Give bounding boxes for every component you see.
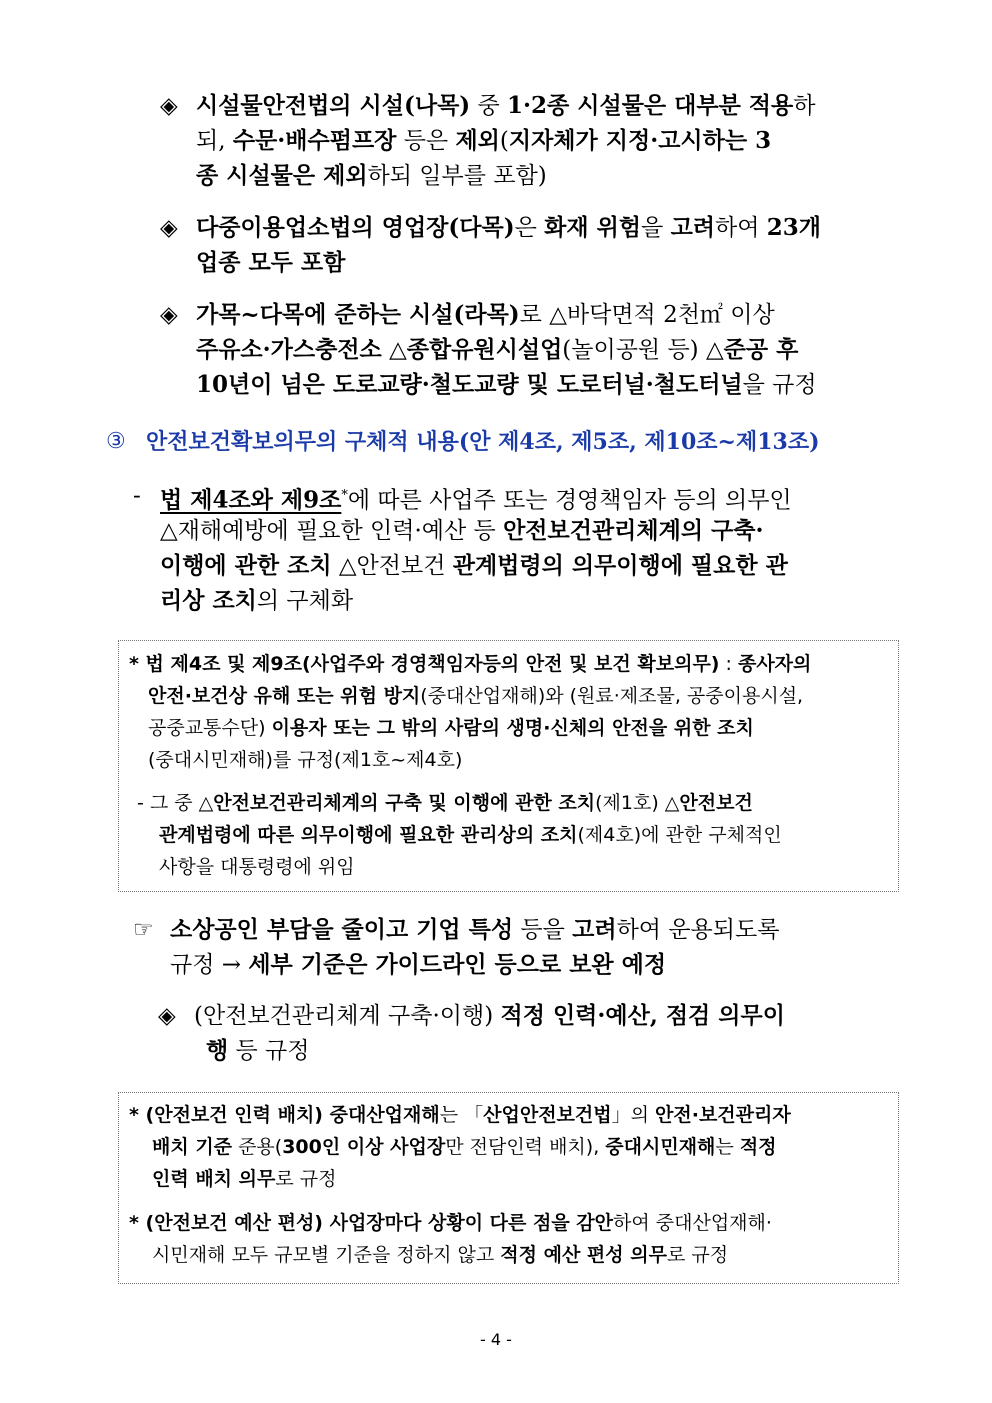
text-run: 준공 후 bbox=[723, 336, 799, 363]
text-run: (안전보건관리체계 구축·이행) bbox=[194, 1003, 501, 1029]
text-run: 화재 위험 bbox=[544, 214, 642, 241]
text-run: 에 따른 사업주 또는 경영책임자 등의 의무인 bbox=[347, 487, 792, 514]
text-run: 로 △바닥면적 2천㎡ 이상 bbox=[519, 302, 775, 328]
text-run: 」의 bbox=[611, 1104, 656, 1126]
text-run: 가목~다목에 준하는 시설(라목) bbox=[196, 301, 520, 328]
page-number: - 4 - bbox=[480, 1330, 512, 1349]
text-run: 하 bbox=[793, 93, 816, 119]
diamond-bullet-icon: ◈ bbox=[160, 215, 178, 241]
text-line bbox=[160, 514, 764, 548]
text-run: 되, bbox=[196, 128, 233, 154]
text-run: 종합유원시설업 bbox=[406, 336, 563, 363]
text-run: 종사자의 bbox=[737, 653, 812, 675]
text-run: * (안전보건 인력 배치) 중대산업재해 bbox=[129, 1104, 440, 1126]
text-run: 하여 bbox=[715, 215, 767, 241]
text-run: (제1호) △ bbox=[595, 792, 680, 814]
note-line bbox=[148, 744, 462, 776]
text-run: 시민재해 모두 규모별 기준을 정하지 않고 bbox=[152, 1244, 501, 1266]
note-line bbox=[152, 1131, 777, 1163]
text-run: △안전보건 bbox=[331, 553, 453, 579]
text-run: : bbox=[719, 653, 738, 675]
text-run: 업종 모두 포함 bbox=[196, 249, 346, 276]
text-run: 로 규정 bbox=[275, 1168, 337, 1190]
diamond-bullet-icon: ◈ bbox=[160, 93, 178, 119]
text-run: 소상공인 부담을 줄이고 기업 특성 bbox=[170, 916, 514, 943]
text-run: 이행에 관한 조치 bbox=[160, 552, 332, 579]
text-run: 중대시민재해 bbox=[605, 1136, 716, 1158]
section-title: 안전보건확보의무의 구체적 내용(안 제4조, 제5조, 제10조~제13조) bbox=[146, 429, 820, 455]
text-run: 고려 bbox=[572, 916, 617, 943]
text-run: 다중이용업소법의 영업장(다목) bbox=[196, 214, 515, 241]
text-run: * bbox=[341, 488, 348, 503]
text-run: 규정 → bbox=[170, 952, 249, 978]
text-run: 중 bbox=[470, 93, 508, 119]
text-run: 을 bbox=[641, 215, 671, 241]
text-run: 산업안전보건법 bbox=[483, 1104, 612, 1126]
note-line bbox=[159, 819, 782, 851]
text-run: 300인 이상 사업장 bbox=[282, 1136, 446, 1158]
text-line bbox=[196, 211, 821, 245]
text-run: * 법 제4조 및 제9조(사업주와 경영책임자등의 안전 및 보건 확보의무) bbox=[129, 653, 720, 675]
text-run: 인력 배치 의무 bbox=[152, 1168, 276, 1190]
text-run: 배치 기준 bbox=[152, 1136, 233, 1158]
text-line bbox=[196, 159, 547, 193]
note-line bbox=[129, 1099, 791, 1131]
text-line bbox=[196, 368, 817, 402]
text-run: 안전보건관리체계의 구축 및 이행에 관한 조치 bbox=[213, 792, 596, 814]
note-line bbox=[129, 648, 811, 680]
dash-marker: - bbox=[133, 483, 141, 509]
text-line bbox=[194, 999, 785, 1033]
text-run: 안전·보건상 유해 또는 위험 방지 bbox=[148, 685, 421, 707]
text-line bbox=[160, 584, 353, 618]
text-run: 로 규정 bbox=[666, 1244, 729, 1266]
text-run: △재해예방에 필요한 인력·예산 등 bbox=[160, 518, 504, 544]
text-run: 하여 중대산업재해· bbox=[613, 1212, 772, 1234]
text-line bbox=[196, 246, 345, 280]
text-run: 의 구체화 bbox=[256, 588, 354, 614]
text-run: 은 bbox=[514, 215, 545, 241]
text-line bbox=[170, 913, 779, 947]
text-run: 1·2종 시설물은 대부분 적용 bbox=[507, 92, 794, 119]
text-run: 안전보건 bbox=[679, 792, 753, 814]
text-run: 적정 예산 편성 의무 bbox=[500, 1244, 667, 1266]
text-run: (제4호)에 관한 구체적인 bbox=[577, 824, 782, 846]
text-run: 종 시설물은 bbox=[196, 162, 324, 189]
note-line bbox=[152, 1163, 336, 1195]
text-run: ( bbox=[499, 128, 509, 154]
text-run: 이용자 또는 그 밖의 사람의 생명·신체의 안전을 위한 조치 bbox=[271, 717, 754, 739]
text-line bbox=[170, 948, 666, 982]
text-run: 제외 bbox=[455, 127, 500, 154]
text-run: 준용( bbox=[232, 1136, 283, 1158]
note-box-staff-budget bbox=[118, 1092, 899, 1284]
text-run: 법 제4조와 제9조 bbox=[160, 486, 342, 514]
text-run: 제외 bbox=[323, 162, 368, 189]
note-line bbox=[129, 1207, 772, 1239]
text-run: 안전보건관리체계의 구축· bbox=[503, 517, 764, 544]
section-number: ③ bbox=[106, 429, 126, 454]
text-run: 을 규정 bbox=[742, 372, 817, 398]
text-run: (중대시민재해)를 규정(제1호~제4호) bbox=[148, 749, 463, 771]
note-line bbox=[159, 851, 355, 883]
note-line bbox=[148, 680, 803, 712]
text-run: * (안전보건 예산 편성) 사업장마다 상황이 다른 점을 감안 bbox=[129, 1212, 614, 1234]
text-run: 23개 bbox=[766, 214, 821, 241]
diamond-bullet-icon: ◈ bbox=[158, 1003, 176, 1029]
note-box-article-4-9 bbox=[118, 640, 899, 892]
text-run: (놀이공원 등) △ bbox=[562, 337, 724, 363]
diamond-bullet-icon: ◈ bbox=[160, 302, 178, 328]
note-line bbox=[148, 712, 754, 744]
text-run: 고려 bbox=[670, 214, 715, 241]
text-run: 만 전담인력 배치), bbox=[445, 1136, 606, 1158]
text-line bbox=[196, 333, 798, 367]
text-run: 하되 일부를 포함) bbox=[367, 163, 547, 189]
text-run: 리상 조치 bbox=[160, 587, 257, 614]
text-run: 시설(나목) bbox=[359, 92, 471, 119]
text-run: △ bbox=[381, 337, 407, 363]
text-run: 사항을 대통령령에 위임 bbox=[159, 856, 355, 878]
text-run: 적정 bbox=[739, 1136, 777, 1158]
text-run: 관계법령의 의무이행에 필요한 관 bbox=[452, 552, 788, 579]
text-run: 공중교통수단) bbox=[148, 717, 272, 739]
text-run: 하여 운용되도록 bbox=[616, 917, 780, 943]
text-run: 등은 bbox=[396, 128, 456, 154]
text-run: 10년이 넘은 도로교량·철도교량 및 도로터널·철도터널 bbox=[196, 371, 743, 398]
text-run: 수문·배수펌프장 bbox=[232, 127, 397, 154]
text-line bbox=[206, 1034, 310, 1068]
text-run: (중대산업재해)와 (원료·제조물, 공중이용시설, bbox=[420, 685, 804, 707]
text-line bbox=[196, 124, 771, 158]
text-line bbox=[196, 298, 775, 332]
text-run: 적정 인력·예산, 점검 의무이 bbox=[500, 1002, 785, 1029]
text-run: 등 규정 bbox=[228, 1038, 310, 1064]
text-run: 시설물안전법의 bbox=[196, 92, 360, 119]
text-run: 는 「 bbox=[439, 1104, 484, 1126]
text-line bbox=[160, 479, 792, 518]
text-run: 는 bbox=[715, 1136, 740, 1158]
text-run: - 그 중 △ bbox=[137, 792, 214, 814]
note-line bbox=[137, 787, 753, 819]
text-run: 지자체가 지정·고시하는 3 bbox=[508, 127, 772, 154]
pointing-hand-icon: ☞ bbox=[133, 917, 154, 943]
note-line bbox=[152, 1239, 728, 1271]
text-line bbox=[196, 89, 815, 123]
text-run: 행 bbox=[206, 1037, 229, 1064]
text-run: 안전·보건관리자 bbox=[655, 1104, 791, 1126]
text-run: 주유소·가스충전소 bbox=[196, 336, 382, 363]
text-line bbox=[160, 549, 788, 583]
text-run: 세부 기준은 가이드라인 등으로 보완 예정 bbox=[248, 951, 667, 978]
text-run: 관계법령에 따른 의무이행에 필요한 관리상의 조치 bbox=[159, 824, 578, 846]
text-run: 등을 bbox=[513, 917, 573, 943]
